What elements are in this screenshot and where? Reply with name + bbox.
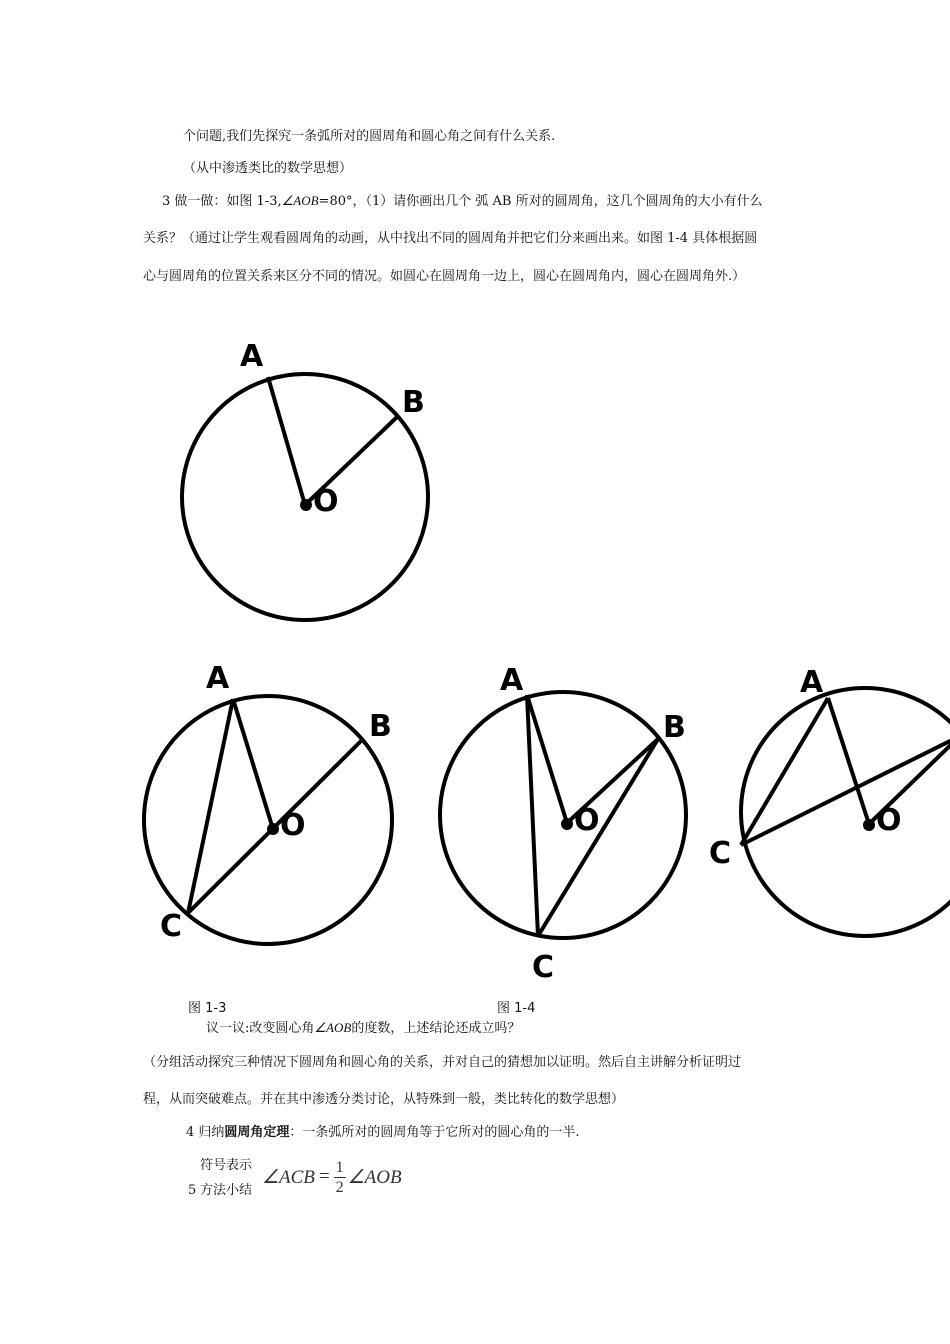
fraction-denominator: 2 [335, 1178, 344, 1196]
fig14a-label-A: A [206, 661, 230, 696]
formula-lhs: ∠ACB [262, 1166, 315, 1188]
fraction-numerator: 1 [335, 1158, 344, 1176]
fig14c-radius-OA [828, 698, 869, 824]
fig14a-label-C: C [160, 909, 183, 944]
caption-fig-1-3: 图 1-3 [188, 1001, 227, 1016]
formula-rhs: ∠AOB [347, 1166, 402, 1188]
fig14c-label-O: O [876, 803, 902, 838]
fig14a-circle [144, 696, 392, 944]
paragraph-line-2: （从中渗透类比的数学思想） [183, 161, 353, 176]
fig14b-label-A: A [500, 663, 524, 698]
line6-suffix: 的度数，上述结论还成立吗？ [351, 1021, 521, 1036]
line9-suffix: ：一条弧所对的圆周角等于它所对的圆心角的一半. [289, 1125, 580, 1140]
fig14a-radius-OA [233, 699, 273, 829]
line9-prefix: 4 归纳 [186, 1125, 225, 1140]
fig13-circle [182, 374, 428, 620]
paragraph-line-1: 个问题,我们先探究一条弧所对的圆周角和圆心角之间有什么关系. [183, 129, 556, 144]
method-summary-label: 方法小结 [200, 1183, 253, 1198]
figure-1-4-middle [440, 692, 686, 938]
fig14c-label-A: A [800, 665, 824, 700]
line6-angle: ∠AOB [314, 1020, 352, 1035]
fig13-label-B: B [402, 385, 425, 420]
paragraph-line-6 [206, 1019, 520, 1038]
paragraph-line-7: （分组活动探究三种情况下圆周角和圆心角的关系，并对自己的猜想加以证明。然后自主讲解分析证明过 [143, 1055, 742, 1070]
fig14c-label-C: C [709, 836, 732, 871]
method-summary-number: 5 [188, 1183, 197, 1198]
theorem-name: 圆周角定理 [224, 1125, 290, 1140]
paragraph-line-4: 关系？（通过让学生观看圆周角的动画，从中找出不同的圆周角并把它们分来画出来。如图 1-4 具体根据圆 [143, 231, 758, 246]
fig13-radius-OA [268, 377, 305, 505]
theorem-formula [262, 1153, 402, 1201]
formula-equals: = [318, 1166, 330, 1187]
line3-prefix: 3 做一做：如图 1-3, [162, 194, 282, 209]
fig14c-center-dot [863, 819, 875, 831]
caption-fig-1-4: 图 1-4 [497, 1001, 536, 1016]
fig14b-label-C: C [532, 950, 555, 985]
fig14b-label-B: B [663, 710, 686, 745]
fig13-label-O: O [313, 484, 339, 519]
fig13-label-A: A [240, 339, 264, 374]
paragraph-line-8: 程，从而突破难点。并在其中渗透分类讨论，从特殊到一般，类比转化的数学思想） [143, 1092, 625, 1107]
line6-prefix: 议一议:改变圆心角 [206, 1021, 315, 1036]
formula-fraction [334, 1158, 346, 1197]
figure-1-4-right [741, 688, 950, 936]
fig14c-circle [741, 688, 950, 936]
paragraph-line-5: 心与圆周角的位置关系来区分不同的情况。如圆心在圆周角一边上，圆心在圆周角内，圆心在圆周角外.） [143, 269, 746, 284]
fig14a-label-B: B [369, 709, 392, 744]
symbol-representation-label: 符号表示 [200, 1158, 253, 1173]
fig14b-center-dot [561, 818, 573, 830]
fig14b-label-O: O [574, 803, 600, 838]
fig14a-center-dot [267, 823, 279, 835]
fig14a-label-O: O [280, 808, 306, 843]
line3-suffix: =80°，（1）请你画出几个 弧 AB 所对的圆周角，这几个圆周角的大小有什么 [318, 194, 763, 209]
fig14a-chord-AC [188, 699, 233, 913]
figure-1-4-left [144, 696, 392, 944]
figure-1-3 [182, 374, 428, 620]
fig13-center-dot [300, 499, 312, 511]
line3-angle: ∠AOB [281, 193, 319, 208]
paragraph-line-9 [186, 1124, 580, 1142]
